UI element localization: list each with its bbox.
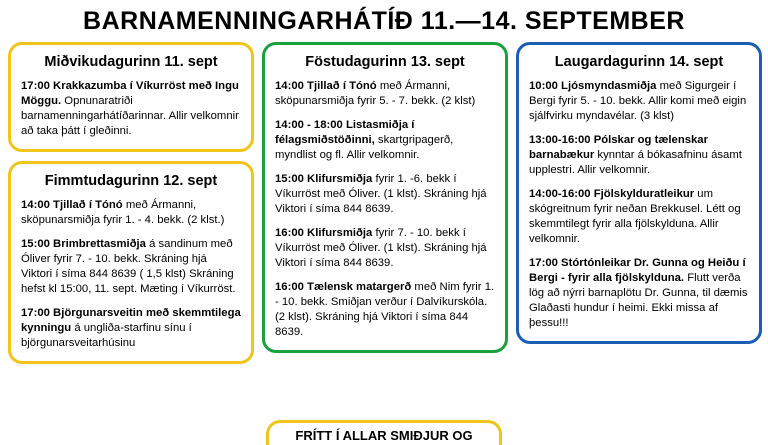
card-saturday: [516, 42, 762, 344]
schedule-entry: [275, 118, 495, 163]
entry-lead: Ljósmyndasmiðja: [561, 80, 657, 92]
entry-time: 14:00: [21, 199, 50, 212]
entry-rest: með Ármanni, sköpunarsmiðja fyrir 1. - 4. bekk. (2 klst.): [21, 199, 225, 227]
schedule-columns: [0, 36, 768, 364]
column-right: [516, 42, 762, 344]
entry-rest: með Ármanni, sköpunarsmiðja fyrir 5. - 7. bekk. (2 klst): [275, 80, 476, 108]
entry-lead: Krakkazumba í Víkurröst með Ingu Möggu.: [21, 80, 239, 108]
page-title: BARNAMENNINGARHÁTÍÐ 11.—14. SEPTEMBER: [83, 7, 685, 35]
entry-time: 15:00: [275, 173, 304, 186]
entry-lead: Pólskar og tælenskar barnabækur: [529, 134, 708, 162]
entry-time: 10:00: [529, 80, 558, 92]
card-title-thursday: Fimmtudagurinn 12. sept: [44, 173, 218, 190]
schedule-entry: [275, 79, 495, 109]
entry-time: 16:00: [275, 281, 304, 294]
schedule-entry: [21, 198, 241, 228]
bottom-note-text: FRÍTT Í ALLAR SMIÐJUR OG: [266, 420, 501, 445]
entry-rest: með Nim fyrir 1. - 10. bekk. Smiðjan verður í Dalvíkurskóla. (2 klst). Skráning hjá Viktori í síma 844 8639.: [275, 281, 495, 339]
entry-time: 15:00: [21, 238, 50, 251]
entry-rest: um skógreitnum fyrir neðan Brekkusel. Létt og skemmtilegt fyrir alla fjölskylduna. Allir velkomnir.: [529, 188, 741, 246]
schedule-entry: [275, 172, 495, 217]
schedule-entry: [529, 133, 749, 178]
card-title-wednesday: Miðvikudagurinn 11. sept: [44, 54, 218, 70]
schedule-entry: [275, 280, 495, 340]
entry-lead: Klifursmiðja: [307, 227, 373, 240]
entry-lead: Tælensk matargerð: [307, 281, 412, 294]
schedule-entry: [529, 256, 749, 331]
entry-lead: Tjillað í Tónó: [53, 199, 123, 212]
schedule-entry: [21, 306, 241, 351]
entry-rest: Opnunaratriði barnamenningarhátíðarinnar. Allir velkomnir að taka þátt í gleðinni.: [21, 95, 239, 138]
schedule-entry: [21, 79, 241, 139]
entry-rest: Flutt verða lög að nýrri barnaplötu Dr. Gunna, til dæmis Glaðasti hundur í heimi. Ekki missa af þessu!!!: [529, 272, 748, 330]
entry-time: 16:00: [275, 227, 304, 240]
entry-time: 13:00-16:00: [529, 134, 591, 147]
column-middle: [262, 42, 508, 353]
schedule-entry: [529, 79, 749, 124]
schedule-entry: [21, 237, 241, 297]
card-title-saturday: Laugardagurinn 14. sept: [554, 54, 724, 70]
schedule-entry: [275, 226, 495, 271]
card-title-friday: Föstudagurinn 13. sept: [305, 54, 465, 70]
bottom-note: [0, 420, 768, 445]
entry-rest: á ungliða-starfinu sínu í björgunarsveitarhúsinu: [21, 322, 192, 350]
entry-time: 17:00: [529, 257, 558, 270]
entry-rest: á sandinum með Óliver fyrir 7. - 10. bekk. Skráning hjá Viktori í síma 844 8639 ( 1,5 klst) Skráning hefst kl 15:00, 11. sept. Mæting í Víkurröst.: [21, 238, 236, 296]
entry-rest: skartgripagerð, myndlist og fl. Allir velkomnir.: [275, 134, 454, 162]
entry-lead: Listasmiðja í félagsmiðstöðinni,: [275, 119, 415, 147]
entry-rest: með Sigurgeir í Bergi fyrir 5. - 10. bekk. Allir komi með eigin sjálfvirku myndavélar. (3 klst): [529, 80, 747, 123]
entry-lead: Stórtónleikar Dr. Gunna og Heiðu í Bergi - fyrir alla fjölskylduna.: [529, 257, 746, 285]
schedule-entry: [529, 187, 749, 247]
entry-time: 17:00: [21, 80, 50, 92]
card-wednesday: [8, 42, 254, 152]
entry-rest: fyrir 7. - 10. bekk í Víkurröst með Óliver. (1 klst). Skráning hjá Viktori í síma 844 8639.: [275, 227, 487, 270]
entry-time: 17:00: [21, 307, 50, 320]
entry-time: 14:00 - 18:00: [275, 119, 343, 132]
entry-rest: kynntar á bókasafninu ásamt upplestri. Allir velkomnir.: [529, 149, 742, 177]
entry-lead: Tjillað í Tónó: [307, 80, 377, 92]
card-thursday: [8, 161, 254, 364]
column-left: [8, 42, 254, 364]
entry-lead: Fjölskylduratleikur: [593, 188, 695, 201]
card-friday: [262, 42, 508, 353]
entry-time: 14:00: [275, 80, 304, 92]
entry-lead: Björgunarsveitin með skemmtilega kynningu: [21, 307, 241, 335]
entry-lead: Klifursmiðja: [307, 173, 373, 186]
entry-time: 14:00-16:00: [529, 188, 591, 201]
entry-rest: fyrir 1. -6. bekk í Víkurröst með Óliver. (1 klst). Skráning hjá Viktori í síma 844 8639.: [275, 173, 487, 216]
entry-lead: Brimbrettasmiðja: [53, 238, 146, 251]
